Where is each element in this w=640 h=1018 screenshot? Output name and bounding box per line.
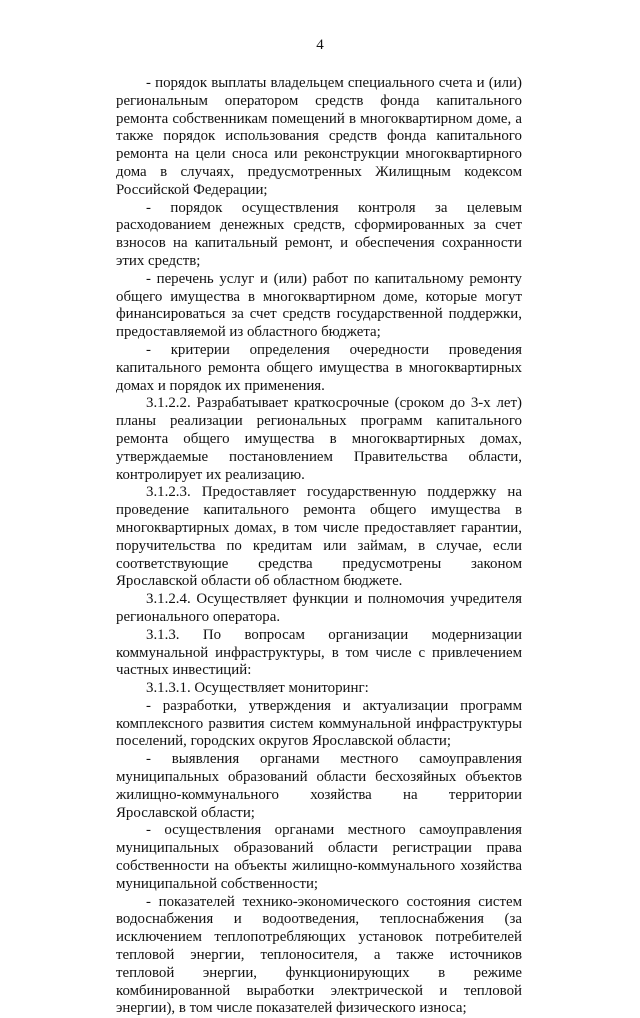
paragraph-6: 3.1.2.3. Предоставляет государственную поддержку на проведение капитального ремонта общего имущества в многоквартирных домах, в том числе предоставляет гарантии, поручительства по кредитам или займам, в случае, если соответствующие средства предусмотрены законом Ярославской области об областном бюджете.	[116, 484, 522, 590]
paragraph-8: 3.1.3. По вопросам организации модернизации коммунальной инфраструктуры, в том числе с привлечением частных инвестиций:	[116, 626, 522, 679]
paragraph-4: - критерии определения очередности проведения капитального ремонта общего имущества в многоквартирных домах и порядок их применения.	[116, 341, 522, 394]
paragraph-7: 3.1.2.4. Осуществляет функции и полномочия учредителя регионального оператора.	[116, 591, 522, 625]
paragraph-12: - осуществления органами местного самоуправления муниципальных образований области регистрации права собственности на объекты жилищно-коммунального хозяйства муниципальной собственности;	[116, 822, 522, 892]
paragraph-11: - выявления органами местного самоуправления муниципальных образований области бесхозяйных объектов жилищно-коммунального хозяйства на территории Ярославской области;	[116, 751, 522, 821]
paragraph-13: - показателей технико-экономического состояния систем водоснабжения и водоотведения, теплоснабжения (за исключением теплопотребляющих установок потребителей тепловой энергии, теплоносителя, а также источников тепловой энергии, функционирующих в режиме комбинированной выработки электрической и тепловой энергии), в том числе показателей физического износа;	[116, 893, 522, 1017]
paragraph-5: 3.1.2.2. Разрабатывает краткосрочные (сроком до 3-х лет) планы реализации региональных программ капитального ремонта общего имущества в многоквартирных домах, утверждаемые постановлением Правительства области, контролирует их реализацию.	[116, 395, 522, 483]
paragraph-10: - разработки, утверждения и актуализации программ комплексного развития систем коммунальной инфраструктуры поселений, городских округов Ярославской области;	[116, 697, 522, 750]
paragraph-2: - порядок осуществления контроля за целевым расходованием денежных средств, сформированных за счет взносов на капитальный ремонт, и обеспечения сохранности этих средств;	[116, 199, 522, 269]
paragraph-1: - порядок выплаты владельцем специального счета и (или) региональным оператором средств фонда капитального ремонта собственникам помещений в многоквартирном доме, а также порядок использования средств фонда капитального ремонта на цели сноса или реконструкции многоквартирного дома в случаях, предусмотренных Жилищным кодексом Российской Федерации;	[116, 75, 522, 198]
document-body	[116, 75, 522, 1018]
paragraph-3: - перечень услуг и (или) работ по капитальному ремонту общего имущества в многоквартирном доме, которые могут финансироваться за счет средств государственной поддержки, предоставляемой из областного бюджета;	[116, 270, 522, 341]
page-number: 4	[316, 37, 324, 53]
paragraph-9: 3.1.3.1. Осуществляет мониторинг:	[146, 680, 369, 697]
